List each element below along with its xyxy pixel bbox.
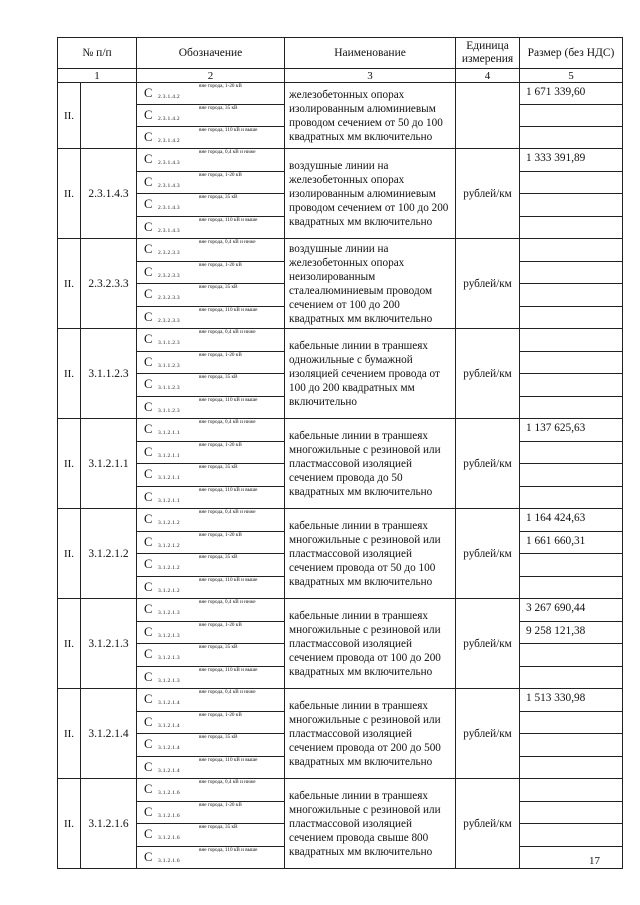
symbol-superscript: вне города, 0,4 кВ и ниже [199,419,256,425]
designation-cell [137,554,285,577]
symbol-subscript: 3.1.1.2.3 [158,407,180,414]
table-row [58,689,623,712]
value-cell: 1 671 339,60 [520,83,623,105]
symbol-superscript: вне города, 1-20 кВ [199,801,242,808]
symbol-superscript: вне города, 1-20 кВ [199,531,242,538]
symbol-letter: C [144,219,153,234]
value-cell [520,171,623,194]
symbol-subscript: 2.3.2.3.3 [158,272,180,279]
item-code: 2.3.1.4.3 [81,149,137,239]
symbol-subscript: 2.3.1.4.2 [158,138,180,144]
value-cell [520,306,623,329]
symbol-letter: C [144,759,153,774]
designation-cell [137,396,285,419]
symbol-superscript: вне города, 110 кВ и выше [199,127,258,133]
designation-cell [137,711,285,734]
col-number: 1 [58,69,137,83]
designation-cell [137,194,285,217]
item-name: кабельные линии в траншеях многожильные с резиновой или пластмассовой изоляцией сечением провода от 50 до 100 квадратных мм включительно [285,509,456,599]
unit-cell: рублей/км [456,329,520,419]
symbol-letter: C [144,467,153,481]
symbol-superscript: вне города, 0,4 кВ и ниже [199,149,256,155]
value-cell: 1 661 660,31 [520,531,623,554]
symbol-letter: C [144,86,153,100]
designation-cell [137,756,285,779]
symbol-superscript: вне города, 110 кВ и выше [199,666,258,673]
item-code: 3.1.2.1.3 [81,599,137,689]
col-number: 2 [137,69,285,83]
symbol-superscript: вне города, 110 кВ и выше [199,576,258,583]
symbol-subscript: 2.3.1.4.2 [158,94,180,100]
symbol-superscript: вне города, 110 кВ и выше [199,216,258,223]
designation-cell [137,824,285,847]
designation-cell [137,216,285,239]
col-number: 5 [520,69,623,83]
value-cell [520,644,623,667]
value-cell [520,396,623,419]
symbol-superscript: вне города, 1-20 кВ [199,83,242,89]
unit-cell: рублей/км [456,599,520,689]
symbol-superscript: вне города, 35 кВ [199,824,238,830]
designation-cell [137,509,285,532]
section-roman: II. [58,329,81,419]
symbol-superscript: вне города, 110 кВ и выше [199,306,258,313]
unit-cell [456,83,520,149]
section-roman: II. [58,83,81,149]
unit-cell: рублей/км [456,419,520,509]
symbol-letter: C [144,197,153,211]
symbol-letter: C [144,512,153,526]
value-cell [520,756,623,779]
symbol-subscript: 2.3.1.4.3 [158,205,180,211]
designation-cell [137,846,285,869]
symbol-superscript: вне города, 1-20 кВ [199,711,242,718]
tariff-table [57,37,623,869]
symbol-letter: C [144,287,153,301]
symbol-letter: C [144,130,153,144]
unit-cell: рублей/км [456,779,520,869]
symbol-subscript: 2.3.2.3.3 [158,250,180,256]
value-cell [520,734,623,757]
value-cell [520,779,623,802]
designation-cell [137,801,285,824]
item-code: 3.1.2.1.4 [81,689,137,779]
symbol-subscript: 2.3.1.4.3 [158,160,180,166]
designation-cell [137,261,285,284]
value-cell [520,351,623,374]
col-number: 4 [456,69,520,83]
value-cell [520,216,623,239]
symbol-subscript: 3.1.2.1.6 [158,835,180,841]
designation-cell [137,419,285,442]
item-code: 3.1.2.1.6 [81,779,137,869]
section-roman: II. [58,419,81,509]
symbol-superscript: вне города, 1-20 кВ [199,261,242,268]
header-name: Наименование [285,38,456,69]
symbol-superscript: вне города, 0,4 кВ и ниже [199,599,256,605]
header-num: № п/п [58,38,137,69]
value-cell [520,824,623,847]
item-code: 2.3.2.3.3 [81,239,137,329]
symbol-letter: C [144,669,153,684]
item-name: воздушные линии на железобетонных опорах неизолированным сталеалюминиевым проводом сечением от 100 до 200 квадратных мм включительно [285,239,456,329]
symbol-subscript: 3.1.2.1.3 [158,655,180,661]
symbol-superscript: вне города, 1-20 кВ [199,171,242,178]
symbol-letter: C [144,422,153,436]
symbol-letter: C [144,399,153,414]
symbol-superscript: вне города, 0,4 кВ и ниже [199,689,256,695]
value-cell [520,261,623,284]
value-cell [520,666,623,689]
symbol-subscript: 3.1.2.1.4 [158,745,180,751]
designation-cell [137,351,285,374]
symbol-subscript: 3.1.2.1.4 [158,700,180,706]
symbol-subscript: 2.3.2.3.3 [158,317,180,324]
section-roman: II. [58,689,81,779]
symbol-letter: C [144,489,153,504]
symbol-subscript: 3.1.2.1.6 [158,857,180,864]
symbol-letter: C [144,737,153,751]
value-cell [520,846,623,869]
symbol-letter: C [144,534,153,549]
symbol-superscript: вне города, 1-20 кВ [199,621,242,628]
symbol-subscript: 3.1.2.1.4 [158,767,180,774]
symbol-letter: C [144,332,153,346]
symbol-superscript: вне города, 110 кВ и выше [199,846,258,853]
symbol-superscript: вне города, 35 кВ [199,464,238,470]
symbol-letter: C [144,602,153,616]
header-size: Размер (без НДС) [520,38,623,69]
section-roman: II. [58,239,81,329]
designation-cell [137,486,285,509]
symbol-subscript: 3.1.1.2.3 [158,340,180,346]
value-cell [520,441,623,464]
symbol-superscript: вне города, 35 кВ [199,374,238,380]
symbol-superscript: вне города, 35 кВ [199,734,238,740]
designation-cell [137,666,285,689]
symbol-letter: C [144,377,153,391]
table-row [58,779,623,802]
symbol-letter: C [144,827,153,841]
item-name: воздушные линии на железобетонных опорах изолированным алюминиевым проводом сечением от 100 до 200 квадратных мм включительно [285,149,456,239]
symbol-letter: C [144,782,153,796]
table-row [58,599,623,622]
table-row [58,419,623,442]
designation-cell [137,239,285,262]
value-cell [520,576,623,599]
page-number: 17 [589,855,600,867]
column-number-row [58,69,623,83]
symbol-letter: C [144,444,153,459]
designation-cell [137,621,285,644]
symbol-superscript: вне города, 0,4 кВ и ниже [199,509,256,515]
value-cell [520,284,623,307]
value-cell [520,105,623,127]
symbol-superscript: вне города, 35 кВ [199,284,238,290]
symbol-letter: C [144,242,153,256]
item-name: кабельные линии в траншеях многожильные с резиновой или пластмассовой изоляцией сечением провода от 100 до 200 квадратных мм включительно [285,599,456,689]
designation-cell [137,105,285,127]
symbol-subscript: 2.3.1.4.3 [158,227,180,234]
symbol-superscript: вне города, 35 кВ [199,644,238,650]
table-row [58,239,623,262]
value-cell [520,329,623,352]
symbol-superscript: вне города, 35 кВ [199,194,238,200]
value-cell: 1 333 391,89 [520,149,623,172]
value-cell: 9 258 121,38 [520,621,623,644]
table-row [58,149,623,172]
header-unit: Единица измерения [456,38,520,69]
value-cell: 1 164 424,63 [520,509,623,532]
value-cell: 3 267 690,44 [520,599,623,622]
item-code: 3.1.1.2.3 [81,329,137,419]
symbol-superscript: вне города, 1-20 кВ [199,351,242,358]
col-number: 3 [285,69,456,83]
designation-cell [137,83,285,105]
symbol-superscript: вне города, 0,4 кВ и ниже [199,239,256,245]
symbol-superscript: вне города, 1-20 кВ [199,441,242,448]
designation-cell [137,779,285,802]
symbol-subscript: 3.1.2.1.4 [158,722,180,729]
symbol-subscript: 3.1.2.1.3 [158,677,180,684]
item-code: 3.1.2.1.2 [81,509,137,599]
symbol-subscript: 3.1.2.1.2 [158,565,180,571]
symbol-subscript: 3.1.2.1.2 [158,542,180,549]
symbol-subscript: 3.1.2.1.1 [158,475,180,481]
symbol-letter: C [144,804,153,819]
symbol-subscript: 3.1.2.1.1 [158,452,180,459]
designation-cell [137,464,285,487]
value-cell [520,801,623,824]
symbol-letter: C [144,714,153,729]
designation-cell [137,329,285,352]
symbol-subscript: 3.1.2.1.2 [158,587,180,594]
unit-cell: рублей/км [456,509,520,599]
table-body [58,38,623,869]
symbol-letter: C [144,692,153,706]
value-cell: 1 137 625,63 [520,419,623,442]
designation-cell [137,441,285,464]
designation-cell [137,171,285,194]
symbol-letter: C [144,152,153,166]
symbol-letter: C [144,557,153,571]
designation-cell [137,284,285,307]
symbol-subscript: 3.1.2.1.6 [158,812,180,819]
symbol-letter: C [144,309,153,324]
symbol-subscript: 2.3.1.4.3 [158,182,180,189]
symbol-subscript: 3.1.1.2.3 [158,362,180,369]
item-code [81,83,137,149]
symbol-superscript: вне города, 0,4 кВ и ниже [199,779,256,785]
designation-cell [137,576,285,599]
value-cell [520,554,623,577]
symbol-superscript: вне города, 35 кВ [199,554,238,560]
symbol-superscript: вне города, 0,4 кВ и ниже [199,329,256,335]
symbol-subscript: 3.1.2.1.1 [158,430,180,436]
header-designation: Обозначение [137,38,285,69]
symbol-superscript: вне города, 110 кВ и выше [199,756,258,763]
table-row [58,329,623,352]
symbol-superscript: вне города, 35 кВ [199,105,238,111]
value-cell [520,464,623,487]
value-cell [520,194,623,217]
item-name: кабельные линии в траншеях одножильные с бумажной изоляцией сечением провода от 100 до 200 квадратных мм включительно [285,329,456,419]
symbol-letter: C [144,849,153,864]
designation-cell [137,374,285,397]
unit-cell: рублей/км [456,689,520,779]
designation-cell [137,531,285,554]
value-cell: 1 513 330,98 [520,689,623,712]
table-row [58,83,623,105]
symbol-letter: C [144,108,153,122]
unit-cell: рублей/км [456,239,520,329]
symbol-letter: C [144,354,153,369]
symbol-subscript: 3.1.2.1.1 [158,497,180,504]
item-name: кабельные линии в траншеях многожильные с резиновой или пластмассовой изоляцией сечением провода свыше 800 квадратных мм включительно [285,779,456,869]
designation-cell [137,599,285,622]
item-code: 3.1.2.1.1 [81,419,137,509]
symbol-letter: C [144,647,153,661]
symbol-subscript: 2.3.1.4.2 [158,116,180,122]
symbol-letter: C [144,579,153,594]
designation-cell [137,689,285,712]
symbol-subscript: 3.1.2.1.2 [158,520,180,526]
section-roman: II. [58,599,81,689]
section-roman: II. [58,779,81,869]
value-cell [520,711,623,734]
section-roman: II. [58,509,81,599]
symbol-letter: C [144,174,153,189]
item-name: кабельные линии в траншеях многожильные с резиновой или пластмассовой изоляцией сечением провода до 50 квадратных мм включительно [285,419,456,509]
designation-cell [137,306,285,329]
symbol-superscript: вне города, 110 кВ и выше [199,396,258,403]
unit-cell: рублей/км [456,149,520,239]
symbol-letter: C [144,624,153,639]
symbol-letter: C [144,264,153,279]
value-cell [520,127,623,149]
value-cell [520,486,623,509]
designation-cell [137,644,285,667]
item-name: железобетонных опорах изолированным алюминиевым проводом сечением от 50 до 100 квадратных мм включительно [285,83,456,149]
symbol-subscript: 3.1.1.2.3 [158,385,180,391]
symbol-subscript: 3.1.2.1.3 [158,610,180,616]
designation-cell [137,149,285,172]
symbol-superscript: вне города, 110 кВ и выше [199,486,258,493]
designation-cell [137,127,285,149]
symbol-subscript: 3.1.2.1.3 [158,632,180,639]
designation-cell [137,734,285,757]
value-cell [520,374,623,397]
value-cell [520,239,623,262]
table-row [58,509,623,532]
symbol-subscript: 2.3.2.3.3 [158,295,180,301]
symbol-subscript: 3.1.2.1.6 [158,790,180,796]
section-roman: II. [58,149,81,239]
item-name: кабельные линии в траншеях многожильные с резиновой или пластмассовой изоляцией сечением провода от 200 до 500 квадратных мм включительно [285,689,456,779]
